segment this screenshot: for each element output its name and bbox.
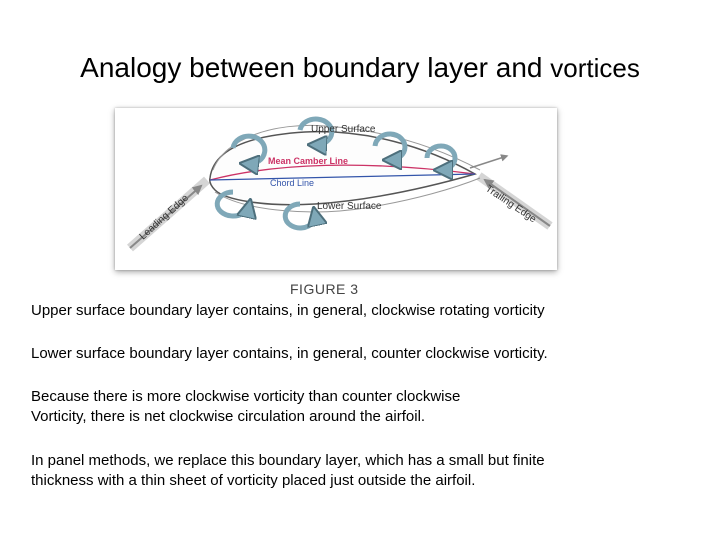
- label-mean-camber-line: Mean Camber Line: [268, 156, 349, 166]
- label-chord-line: Chord Line: [270, 178, 315, 188]
- label-leading-edge: Leading Edge: [137, 192, 191, 243]
- paragraph-panel-methods: [31, 451, 681, 491]
- lower-vortex-2: [285, 204, 315, 228]
- airfoil-figure: [115, 108, 557, 270]
- paragraph-net-circulation: [31, 387, 681, 427]
- trailing-flow-arrow: [470, 156, 507, 168]
- p3-line2: Vorticity, there is net clockwise circulation around the airfoil.: [31, 408, 426, 425]
- p3-line1: Because there is more clockwise vorticity than counter clockwise: [31, 388, 461, 405]
- label-upper-surface: Upper Surface: [311, 124, 376, 135]
- label-lower-surface: Lower Surface: [317, 201, 382, 212]
- paragraph-lower-surface: [31, 344, 681, 364]
- p4-line2: thickness with a thin sheet of vorticity placed just outside the airfoil.: [31, 472, 476, 489]
- slide-title: [0, 50, 720, 86]
- airfoil-outline: [210, 132, 475, 205]
- title-main: Analogy between boundary layer and: [80, 52, 543, 83]
- figure-caption: FIGURE 3: [290, 281, 359, 297]
- p2-text: Lower surface boundary layer contains, in general, counter clockwise vorticity.: [31, 345, 548, 362]
- paragraph-upper-surface: [31, 301, 681, 321]
- p4-line1: In panel methods, we replace this boundary layer, which has a small but finite: [31, 452, 545, 469]
- title-tail: vortices: [550, 53, 640, 83]
- label-trailing-edge: Trailing Edge: [483, 183, 539, 226]
- p1-text: Upper surface boundary layer contains, in general, clockwise rotating vorticity: [31, 302, 545, 319]
- airfoil-diagram: [115, 108, 557, 270]
